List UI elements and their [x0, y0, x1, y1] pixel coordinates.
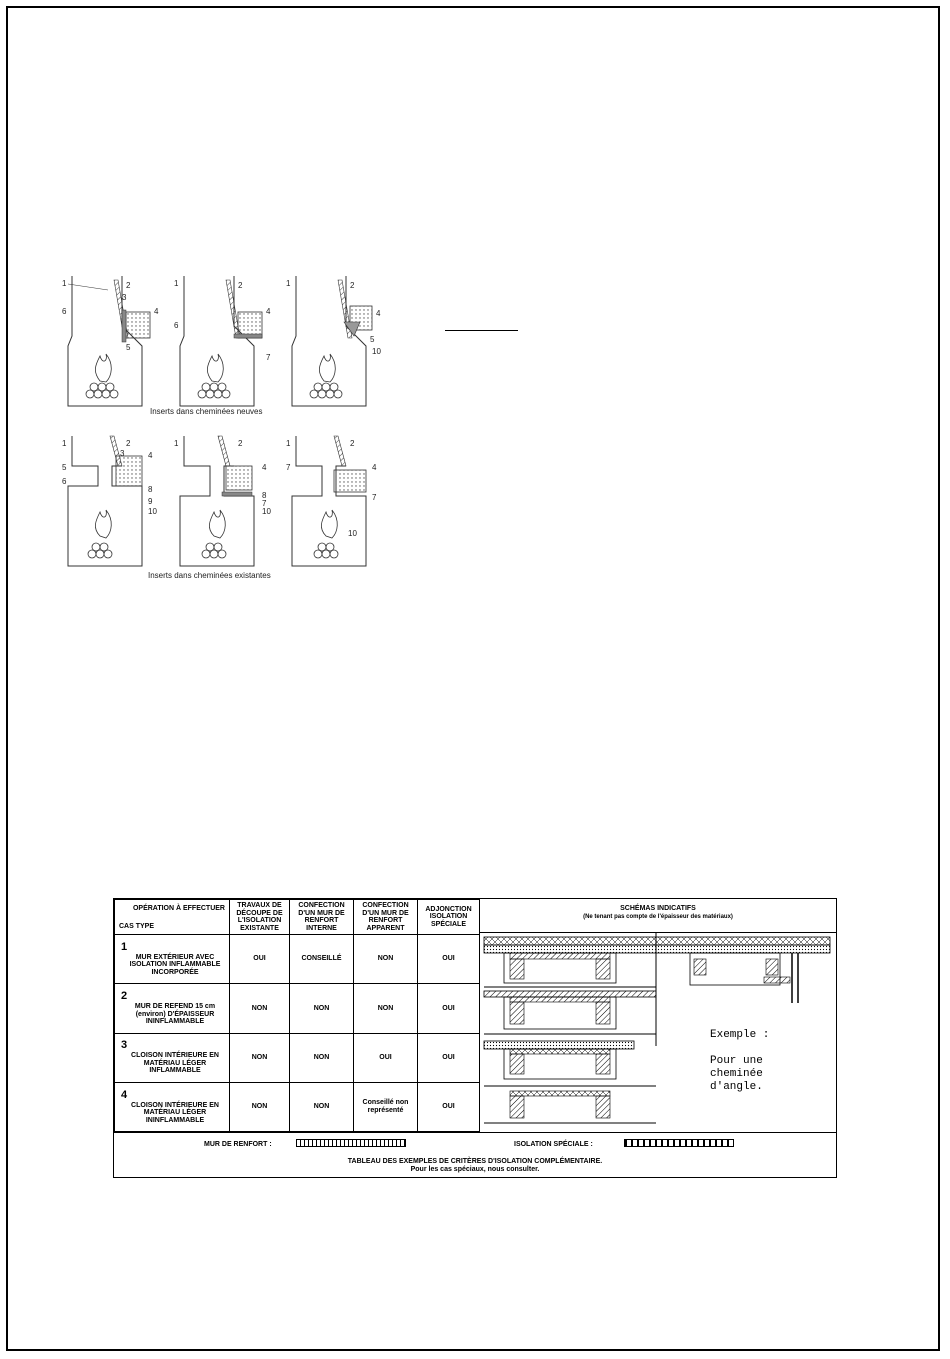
svg-text:2: 2: [350, 281, 355, 290]
svg-text:1: 1: [286, 439, 291, 448]
legend-isolation-label: ISOLATION SPÉCIALE :: [514, 1141, 593, 1148]
isolation-criteria-block: [113, 898, 837, 1178]
row-text: CLOISON INTÉRIEURE EN MATÉRIAU LÉGER INFLAMMABLE: [131, 1052, 219, 1075]
col-header-isolation-speciale: ADJONCTION ISOLATION SPÉCIALE: [418, 900, 480, 935]
table-row: [115, 1033, 480, 1082]
svg-text:1: 1: [174, 439, 179, 448]
legend-mur-label: MUR DE RENFORT :: [204, 1141, 272, 1148]
svg-text:1: 1: [62, 439, 67, 448]
table-cell: OUI: [418, 1033, 480, 1082]
svg-text:2: 2: [126, 439, 131, 448]
svg-text:1: 1: [286, 279, 291, 288]
schemas-drawings: [480, 933, 837, 1132]
table-cell: NON: [290, 1082, 354, 1131]
table-row: [115, 984, 480, 1033]
svg-text:5: 5: [370, 335, 375, 344]
svg-text:6: 6: [174, 321, 179, 330]
diagram-new-3: [286, 276, 381, 406]
table-cell: NON: [230, 1033, 290, 1082]
svg-text:7: 7: [286, 463, 291, 472]
svg-text:4: 4: [266, 307, 271, 316]
diagram-new-2: [174, 276, 271, 406]
table-cell: OUI: [418, 1082, 480, 1131]
table-cell: NON: [230, 1082, 290, 1131]
header-cas-type: CAS TYPE: [119, 922, 155, 930]
svg-text:10: 10: [148, 507, 157, 516]
table-cell: OUI: [230, 935, 290, 984]
svg-text:2: 2: [350, 439, 355, 448]
row-text: MUR EXTÉRIEUR AVEC ISOLATION INFLAMMABLE INCORPORÉE: [129, 953, 221, 976]
row-label: [115, 1033, 230, 1082]
col-header-renfort-interne: CONFECTION D'UN MUR DE RENFORT INTERNE: [290, 900, 354, 935]
svg-text:7: 7: [266, 353, 271, 362]
svg-text:10: 10: [348, 529, 357, 538]
caption-new: Inserts dans cheminées neuves: [150, 407, 263, 416]
svg-text:1: 1: [62, 279, 67, 288]
svg-text:4: 4: [154, 307, 159, 316]
table-caption: [114, 1158, 836, 1174]
header-operation: OPÉRATION À EFFECTUER: [132, 905, 225, 912]
row-number: 4: [121, 1088, 128, 1101]
schemas-subtitle: (Ne tenant pas compte de l'épaisseur des matériaux): [583, 914, 733, 920]
row-label: [115, 984, 230, 1033]
insert-diagrams-figure: [62, 276, 398, 584]
table-cell: NON: [354, 935, 418, 984]
schemas-panel: [479, 899, 836, 1132]
table-cell: NON: [290, 984, 354, 1033]
svg-text:2: 2: [238, 439, 243, 448]
table-cell: NON: [230, 984, 290, 1033]
svg-text:4: 4: [376, 309, 381, 318]
diagram-existing-3: [286, 436, 377, 566]
isolation-criteria-table: [114, 899, 480, 1132]
svg-text:4: 4: [372, 463, 377, 472]
isolation-speciale-swatch-icon: [624, 1139, 734, 1147]
svg-text:8: 8: [262, 491, 267, 500]
diagram-existing-2: [174, 436, 271, 566]
col-header-renfort-apparent: CONFECTION D'UN MUR DE RENFORT APPARENT: [354, 900, 418, 935]
row-text: MUR DE REFEND 15 cm (environ) D'ÉPAISSEUR ININFLAMMABLE: [134, 1003, 216, 1026]
insert-diagrams-svg: [62, 276, 398, 584]
table-cell: OUI: [354, 1033, 418, 1082]
diagram-new-1: [62, 276, 159, 406]
table-cell: NON: [354, 984, 418, 1033]
row-number: 3: [121, 1039, 128, 1052]
table-cell: NON: [290, 1033, 354, 1082]
row-number: 2: [121, 990, 128, 1003]
row-number: 1: [121, 940, 128, 953]
svg-text:4: 4: [148, 451, 153, 460]
caption-line-2: Pour les cas spéciaux, nous consulter.: [410, 1166, 540, 1173]
row-label: [115, 1082, 230, 1131]
table-cell: Conseillé non représenté: [354, 1082, 418, 1131]
svg-text:2: 2: [238, 281, 243, 290]
caption-existing: Inserts dans cheminées existantes: [148, 571, 271, 580]
svg-text:2: 2: [126, 281, 131, 290]
mur-renfort-swatch-icon: [296, 1139, 406, 1147]
table-cell: OUI: [418, 935, 480, 984]
schemas-header: [480, 899, 836, 933]
legend-bar: [114, 1132, 836, 1177]
svg-text:10: 10: [262, 507, 271, 516]
svg-text:7: 7: [262, 499, 267, 508]
underline-rule: [445, 330, 518, 331]
table-cell: OUI: [418, 984, 480, 1033]
caption-line-1: TABLEAU DES EXEMPLES DE CRITÈRES D'ISOLATION COMPLÉMENTAIRE.: [347, 1158, 603, 1165]
diagram-existing-1: [62, 436, 157, 566]
table-row: [115, 935, 480, 984]
svg-text:9: 9: [148, 497, 153, 506]
svg-text:6: 6: [62, 477, 67, 486]
svg-text:7: 7: [372, 493, 377, 502]
svg-text:5: 5: [126, 343, 131, 352]
svg-text:3: 3: [122, 293, 127, 302]
svg-text:6: 6: [62, 307, 67, 316]
svg-text:8: 8: [148, 485, 153, 494]
schemas-title: SCHÉMAS INDICATIFS: [620, 905, 696, 912]
row-label: [115, 935, 230, 984]
exemple-note: Exemple : Pour une cheminée d'angle.: [710, 1029, 770, 1093]
svg-text:5: 5: [62, 463, 67, 472]
header-corner: [115, 900, 230, 935]
svg-text:3: 3: [120, 449, 125, 458]
table-cell: CONSEILLÉ: [290, 935, 354, 984]
svg-text:10: 10: [372, 347, 381, 356]
svg-text:1: 1: [174, 279, 179, 288]
table-row: [115, 1082, 480, 1131]
row-text: CLOISON INTÉRIEURE EN MATÉRIAU LÉGER ININFLAMMABLE: [131, 1101, 219, 1124]
col-header-decoupe: TRAVAUX DE DÉCOUPE DE L'ISOLATION EXISTANTE: [230, 900, 290, 935]
svg-text:4: 4: [262, 463, 267, 472]
